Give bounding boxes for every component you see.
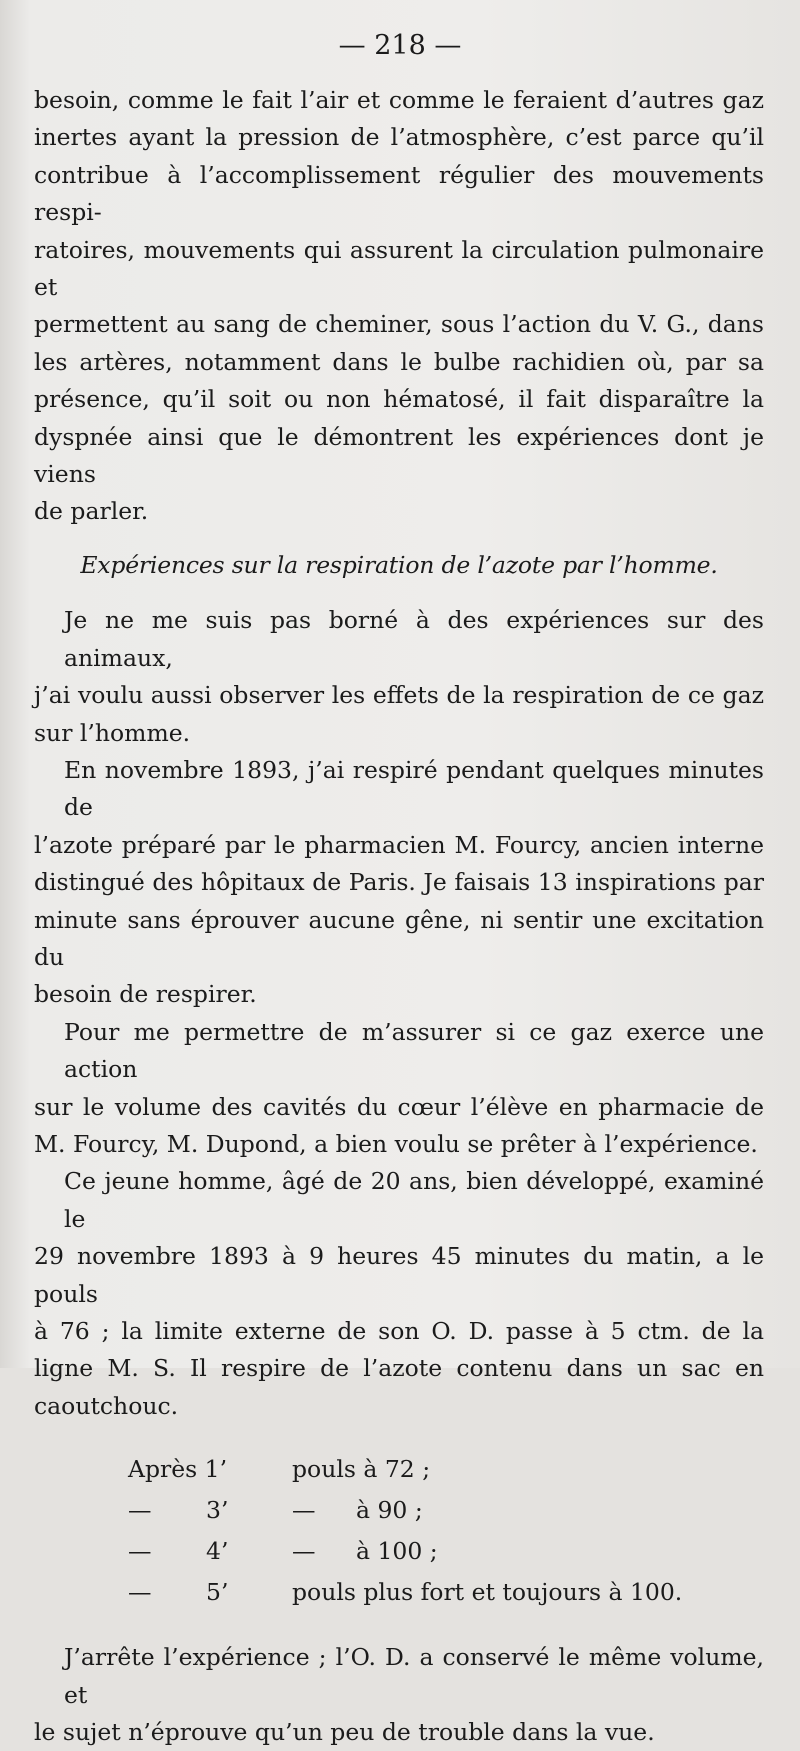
ditto-mark: — [292,1496,316,1525]
measurement-row [34,1574,764,1615]
text-line: En novembre 1893, j’ai respiré pendant quelques minutes de [64,755,764,822]
text-line: besoin de respirer. [34,980,257,1009]
text-line: distingué des hôpitaux de Paris. Je faisais 13 inspirations par [34,868,764,897]
paragraph-5-cont [34,1238,764,1425]
text-line: permettent au sang de cheminer, sous l’action du V. G., dans [34,310,764,339]
body-text [34,82,764,1751]
text-line: Pour me permettre de m’assurer si ce gaz exerce une action [64,1017,764,1084]
paragraph-4 [34,1014,764,1089]
text-line: de parler. [34,497,149,526]
measurement-time: 5’ [206,1578,229,1607]
text-line: les artères, notamment dans le bulbe rachidien où, par sa [34,347,764,376]
paragraph-2-cont [34,677,764,752]
text-line: présence, qu’il soit ou non hématosé, il fait disparaître la [34,385,764,414]
ditto-mark: — [128,1496,152,1525]
measurement-value: à 100 ; [356,1537,438,1566]
text-line: sur le volume des cavités du cœur l’élève en pharmacie de [34,1092,764,1121]
measurement-row [34,1533,764,1574]
paragraph-2 [34,602,764,677]
measurement-time: Après 1’ [128,1455,228,1484]
paragraph-1 [34,82,764,531]
text-line: minute sans éprouver aucune gêne, ni sentir une excitation du [34,905,764,971]
measurement-row [34,1451,764,1492]
text-line: inertes ayant la pression de l’atmosphère, c’est parce qu’il [34,123,764,152]
measurement-time: 4’ [206,1537,229,1566]
text-line: caoutchouc. [34,1391,179,1420]
text-line: j’ai voulu aussi observer les effets de la respiration de ce gaz [34,681,764,710]
text-line: l’azote préparé par le pharmacien M. Fourcy, ancien interne [34,830,764,859]
paragraph-5 [34,1163,764,1238]
ditto-mark: — [128,1537,152,1566]
text-line: Je ne me suis pas borné à des expériences sur des animaux, [64,606,764,672]
text-line: 29 novembre 1893 à 9 heures 45 minutes du matin, a le pouls [34,1242,764,1308]
text-line: ratoires, mouvements qui assurent la circulation pulmonaire et [34,235,764,302]
section-heading: Expériences sur la respiration de l’azote par l’homme. [80,550,718,579]
paragraph-6-cont [34,1714,764,1751]
pulse-measurements [34,1451,764,1615]
measurement-time: 3’ [206,1496,229,1525]
paragraph-3 [34,752,764,827]
text-line: dyspnée ainsi que le démontrent les expériences dont je viens [34,422,764,489]
ditto-mark: — [292,1537,316,1566]
paragraph-6 [34,1639,764,1714]
measurement-value: pouls plus fort et toujours à 100. [292,1578,683,1607]
text-line: Ce jeune homme, âgé de 20 ans, bien développé, examiné le [64,1167,764,1233]
text-line: contribue à l’accomplissement régulier des mouvements respi- [34,160,764,227]
text-line: M. Fourcy, M. Dupond, a bien voulu se prêter à l’expérience. [34,1129,758,1158]
page-number: — 218 — [338,30,462,61]
paragraph-3-cont [34,827,764,1014]
text-line: besoin, comme le fait l’air et comme le feraient d’autres gaz [34,86,764,114]
text-line: ligne M. S. Il respire de l’azote contenu dans un sac en [34,1354,764,1383]
measurement-row [34,1492,764,1533]
measurement-value: à 90 ; [356,1496,423,1525]
text-line: le sujet n’éprouve qu’un peu de trouble dans la vue. [34,1718,655,1747]
measurement-value: pouls à 72 ; [292,1455,431,1484]
paragraph-4-cont [34,1089,764,1164]
text-line: J’arrête l’expérience ; l’O. D. a conservé le même volume, et [64,1643,764,1709]
text-line: à 76 ; la limite externe de son O. D. passe à 5 ctm. de la [34,1317,764,1345]
text-line: sur l’homme. [34,718,191,747]
ditto-mark: — [128,1578,152,1607]
